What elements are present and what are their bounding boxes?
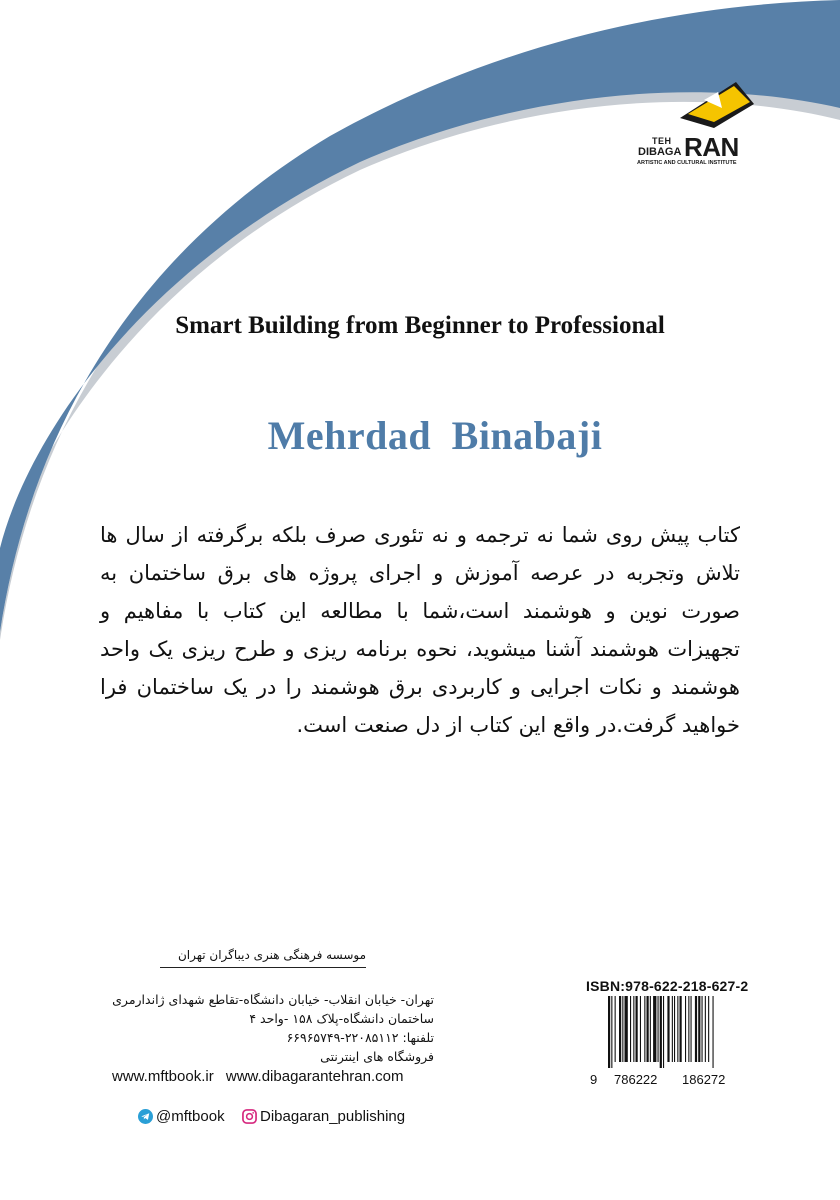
barcode-bar [630,996,631,1062]
barcode-bar [611,996,612,1068]
logo-ran-text: RAN [684,132,739,162]
barcode-bar [713,996,714,1068]
instagram-handle: Dibagaran_publishing [260,1108,406,1125]
instagram-link[interactable] [242,1108,405,1125]
publisher-logo [636,78,766,170]
barcode-bar [633,996,634,1062]
barcode-bar [658,996,659,1062]
phone-numbers: تلفنها: ۲۲۰۸۵۱۱۲-۶۶۹۶۵۷۴۹ [286,1030,434,1045]
website-dibagarantehran[interactable]: www.dibagarantehran.com [225,1068,404,1085]
isbn-label: ISBN:978-622-218-627-2 [586,978,749,994]
barcode-bar [625,996,628,1062]
barcode-group-2: 186272 [682,1072,726,1087]
address-line-2: ساختمان دانشگاه-پلاک ۱۵۸ -واحد ۴ [249,1011,434,1026]
barcode-bar [650,996,651,1062]
barcode-bar [644,996,645,1062]
barcode-bar [640,996,641,1062]
barcode-bar [708,996,709,1062]
barcode-bar [636,996,638,1062]
telegram-handle: @mftbook [156,1108,225,1125]
address-line-1: تهران- خیابان انقلاب- خیابان دانشگاه-تقاطع شهدای ژاندارمری [112,992,434,1007]
online-stores-label: فروشگاه های اینترنتی [320,1049,434,1064]
barcode-bar [608,996,610,1068]
barcode-bar [663,996,664,1068]
barcode-bar [695,996,697,1062]
logo-dibaga-text: DIBAGA [638,146,682,158]
barcode-bar [667,996,669,1062]
instagram-icon [242,1109,257,1124]
barcode-bar [688,996,689,1062]
barcode-bar [672,996,673,1062]
barcode-group-1: 786222 [614,1072,658,1087]
barcode-bar [685,996,686,1062]
telegram-link[interactable] [138,1108,225,1125]
barcode-bar [705,996,706,1062]
barcode-bar [680,996,682,1062]
author-name: Mehrdad Binabaji [267,413,603,458]
telegram-icon [138,1109,153,1124]
barcode-bar [698,996,700,1062]
book-description: کتاب پیش روی شما نه ترجمه و نه تئوری صرف بلکه برگرفته از سال ها تلاش وتجربه در عرصه آموزش و اجرای پروژه های برق ساختمان به صورت نوین و هوشمند است،شما با مطالعه این کتاب با مفاهیم و تجهیزات هوشمند آشنا میشوید، نحوه برنامه ریزی و طرح ریزی یک واحد هوشمند و نکات اجرایی و کاربردی برق هوشمند را در یک ساختمان فرا خواهید گرفت.در واقع این کتاب از دل صنعت است. [100,523,740,737]
barcode-lead-digit: 9 [590,1072,598,1087]
isbn-barcode [608,996,746,1068]
barcode-bar [615,996,616,1062]
barcode-bar [622,996,623,1062]
barcode-bar [653,996,656,1062]
logo-teh-text: TEH [652,136,672,146]
barcode-bar [674,996,675,1062]
website-mftbook[interactable]: www.mftbook.ir [112,1068,214,1085]
barcode-bar [702,996,703,1062]
barcode-bar [691,996,692,1062]
logo-subtitle: ARTISTIC AND CULTURAL INSTITUTE [637,160,737,166]
publisher-name: موسسه فرهنگی هنری دیباگران تهران [160,948,366,968]
yellow-boat-icon [674,78,756,134]
book-title: Smart Building from Beginner to Professional [175,312,665,339]
barcode-bar [647,996,649,1062]
barcode-bar [677,996,678,1062]
barcode-bar [660,996,662,1068]
publisher-address [84,990,434,1066]
barcode-bar [619,996,621,1062]
website-links [112,1068,403,1085]
